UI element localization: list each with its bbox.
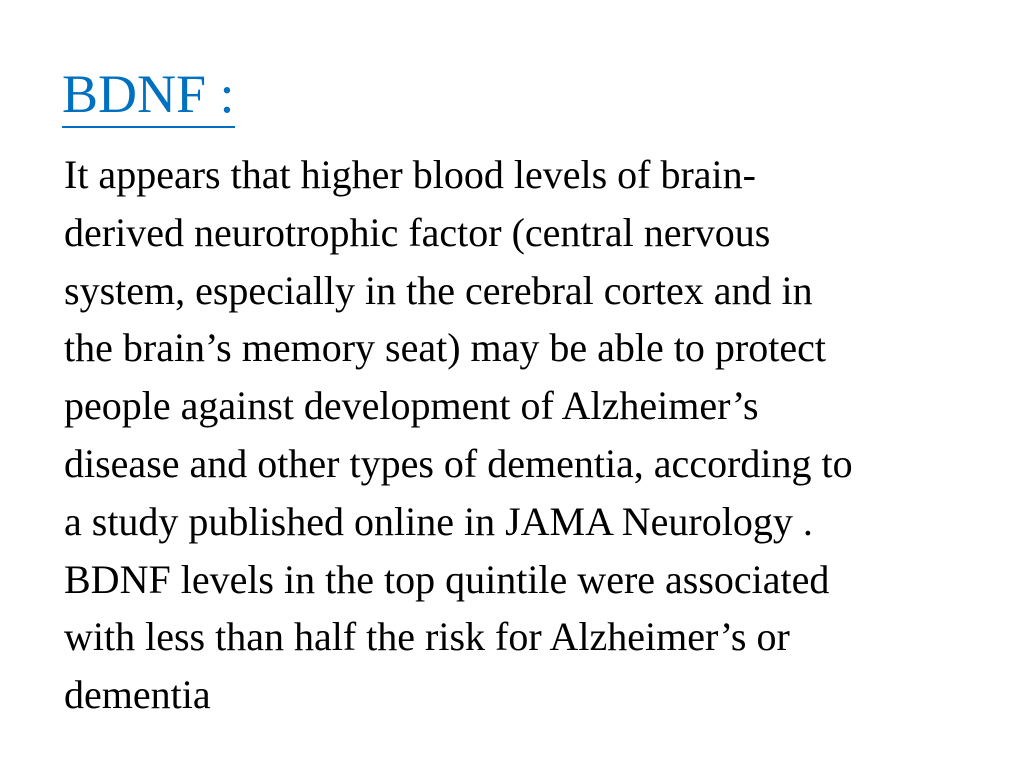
body-line-2: derived neurotrophic factor (central nervous xyxy=(64,209,771,255)
body-line-4: the brain’s memory seat) may be able to protect xyxy=(64,325,826,371)
body-line-1: It appears that higher blood levels of brain- xyxy=(64,152,756,197)
body-line-7: a study published online in JAMA Neurology . xyxy=(64,498,813,544)
body-line-5: people against development of Alzheimer’s xyxy=(64,383,759,429)
slide-title: BDNF : xyxy=(62,62,235,128)
body-line-9: with less than half the risk for Alzheimer’s or xyxy=(64,614,790,660)
body-line-8: BDNF levels in the top quintile were associated xyxy=(64,556,830,602)
body-line-6: disease and other types of dementia, according to xyxy=(64,440,853,486)
body-line-10: dementia xyxy=(64,672,211,718)
body-line-3: system, especially in the cerebral cortex and in xyxy=(64,267,813,313)
slide-body xyxy=(64,146,976,724)
